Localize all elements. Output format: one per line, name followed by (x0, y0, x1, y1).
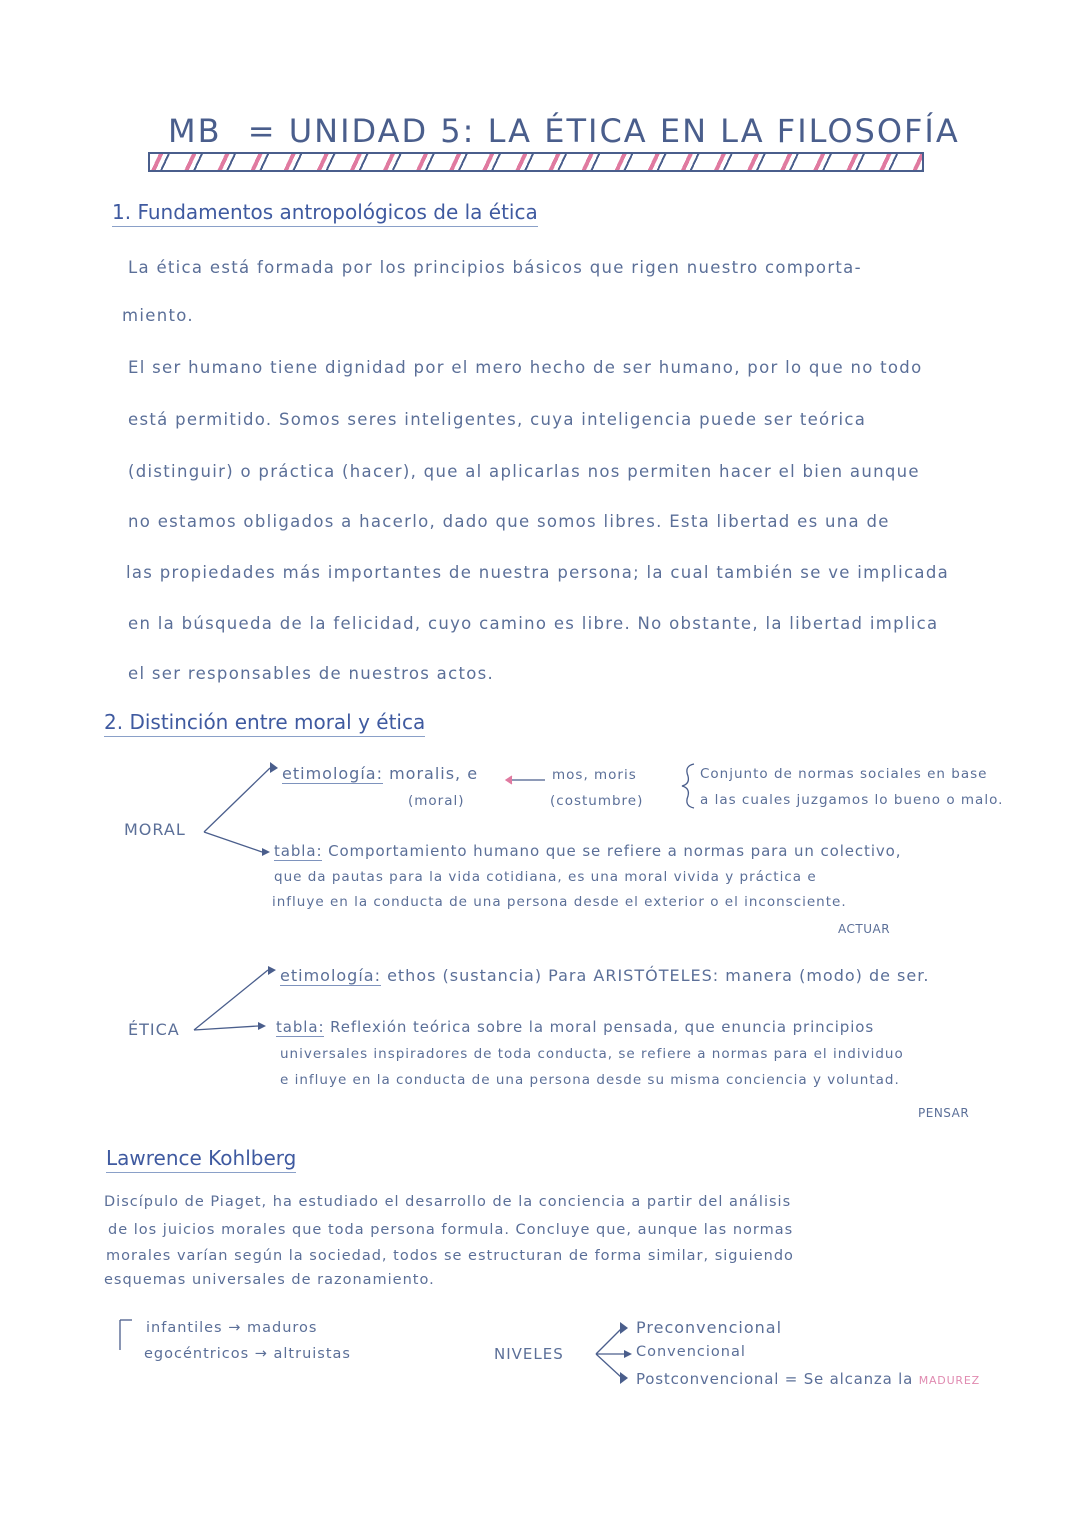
section1-line-1: La ética está formada por los principios básicos que rigen nuestro comporta- (128, 258, 862, 277)
moral-etym-gloss: (moral) (408, 793, 465, 809)
etica-etym-label: etimología: (280, 966, 381, 985)
etica-etymology (280, 966, 929, 985)
moral-etymology (282, 764, 478, 783)
moral-etym-root: mos, moris (552, 767, 637, 783)
moral-tabla-line-3: influye en la conducta de una persona desde el exterior o el inconsciente. (272, 894, 847, 910)
kohlberg-line-1: Discípulo de Piaget, ha estudiado el desarrollo de la conciencia a partir del análisis (104, 1194, 792, 1210)
section1-line-5: (distinguir) o práctica (hacer), que al aplicarlas nos permiten hacer el bien aunque (128, 462, 920, 481)
moral-etym-label: etimología: (282, 764, 383, 783)
etica-tabla-label: tabla: (276, 1018, 325, 1036)
moral-etym-root-gloss: (costumbre) (550, 793, 644, 809)
etica-tabla-text-1: Reflexión teórica sobre la moral pensada, que enuncia principios (330, 1018, 875, 1036)
section1-line-4: está permitido. Somos seres inteligentes, cuya inteligencia puede ser teórica (128, 410, 867, 429)
section1-line-2: miento. (122, 306, 194, 325)
section1-heading: 1. Fundamentos antropológicos de la ética (112, 200, 538, 227)
etica-etym-text: ethos (sustancia) Para ARISTÓTELES: manera (modo) de ser. (387, 966, 930, 985)
etica-tabla-line-2: universales inspiradores de toda conducta, se refiere a normas para el individuo (280, 1046, 904, 1062)
moral-etym-def-1: Conjunto de normas sociales en base (700, 766, 988, 782)
section1-line-9: el ser responsables de nuestros actos. (128, 664, 495, 683)
moral-label: MORAL (124, 820, 186, 839)
kohlberg-levels-label: NIVELES (494, 1345, 564, 1363)
title-prefix: MB (168, 112, 222, 150)
kohlberg-level-3: Postconvencional = Se alcanza la (636, 1370, 914, 1388)
section1-line-7: las propiedades más importantes de nuestra persona; la cual también se ve implicada (126, 563, 950, 582)
kohlberg-level-2: Convencional (636, 1344, 746, 1360)
moral-tabla-line-1 (274, 842, 901, 860)
moral-tabla-label: tabla: (274, 842, 323, 860)
kohlberg-line-4: esquemas universales de razonamiento. (104, 1272, 435, 1288)
etica-label: ÉTICA (128, 1020, 180, 1039)
kohlberg-transition-1: infantiles → maduros (146, 1320, 318, 1336)
kohlberg-line-3: morales varían según la sociedad, todos se estructuran de forma similar, siguiendo (106, 1248, 794, 1264)
etica-keyword: PENSAR (918, 1106, 970, 1120)
kohlberg-line-2: de los juicios morales que toda persona formula. Concluye que, aunque las normas (108, 1222, 794, 1238)
section1-line-8: en la búsqueda de la felicidad, cuyo camino es libre. No obstante, la libertad implica (128, 614, 939, 633)
moral-tabla-text-1: Comportamiento humano que se refiere a normas para un colectivo, (328, 842, 902, 860)
etica-tabla-line-3: e influye en la conducta de una persona desde su misma conciencia y voluntad. (280, 1072, 900, 1088)
kohlberg-level-1: Preconvencional (636, 1318, 783, 1337)
moral-keyword: ACTUAR (838, 922, 891, 936)
section2-heading: 2. Distinción entre moral y ética (104, 710, 425, 737)
section1-line-6: no estamos obligados a hacerlo, dado que somos libres. Esta libertad es una de (128, 512, 890, 531)
moral-etym-word: moralis, e (389, 764, 479, 783)
section1-line-3: El ser humano tiene dignidad por el mero hecho de ser humano, por lo que no todo (128, 358, 923, 377)
kohlberg-level-3-row (636, 1370, 980, 1388)
kohlberg-transition-2: egocéntricos → altruistas (144, 1346, 351, 1362)
kohlberg-heading: Lawrence Kohlberg (106, 1146, 296, 1173)
title-text: = UNIDAD 5: LA ÉTICA EN LA FILOSOFÍA (247, 112, 960, 150)
kohlberg-madurez: MADUREZ (918, 1374, 980, 1387)
etica-tabla-line-1 (276, 1018, 874, 1036)
moral-etym-def-2: a las cuales juzgamos lo bueno o malo. (700, 792, 1004, 808)
moral-tabla-line-2: que da pautas para la vida cotidiana, es una moral vivida y práctica e (274, 869, 817, 885)
